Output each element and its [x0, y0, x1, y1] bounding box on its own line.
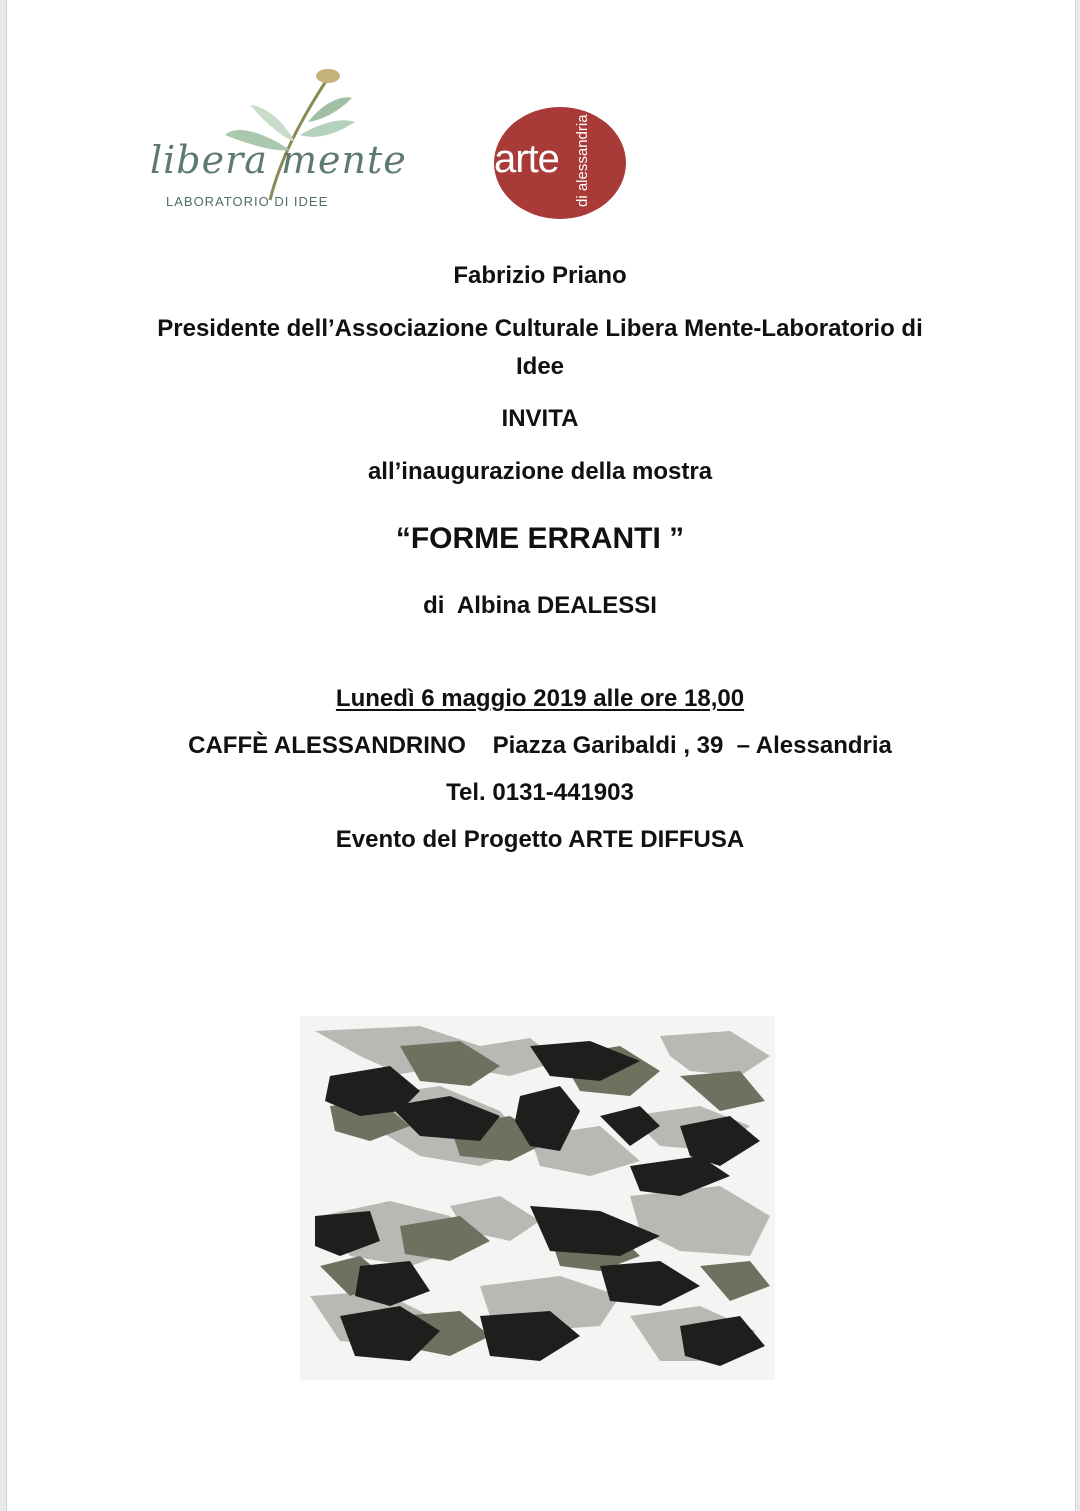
project-line: Evento del Progetto ARTE DIFFUSA [335, 826, 745, 853]
arte-logo-main-text: arte [494, 137, 559, 181]
invita-heading: INVITA [501, 405, 579, 432]
arte-logo-vertical-text: di alessandria [574, 114, 591, 207]
host-role-line2: Idee [515, 353, 565, 380]
arte-di-alessandria-logo [494, 107, 626, 219]
exhibition-title: “FORME ERRANTI ” [395, 522, 685, 555]
event-date-time [0, 684, 1080, 714]
host-name: Fabrizio Priano [453, 262, 627, 289]
exhibition-intro: all’inaugurazione della mostra [367, 458, 713, 485]
artwork-image [300, 1016, 775, 1380]
artist-name: di Albina DEALESSI [423, 592, 657, 619]
libera-mente-logo-script: libera mente [150, 138, 407, 182]
libera-mente-logo-subtitle: LABORATORIO DI IDEE [166, 194, 329, 209]
host-role-line1: Presidente dell’Associazione Culturale Libera Mente-Laboratorio di [157, 315, 923, 342]
venue-phone: Tel. 0131-441903 [446, 779, 634, 806]
event-date-time-text: Lunedì 6 maggio 2019 alle ore 18,00 [335, 685, 745, 712]
venue-address: CAFFÈ ALESSANDRINO Piazza Garibaldi , 39 – Alessandria [188, 732, 892, 759]
